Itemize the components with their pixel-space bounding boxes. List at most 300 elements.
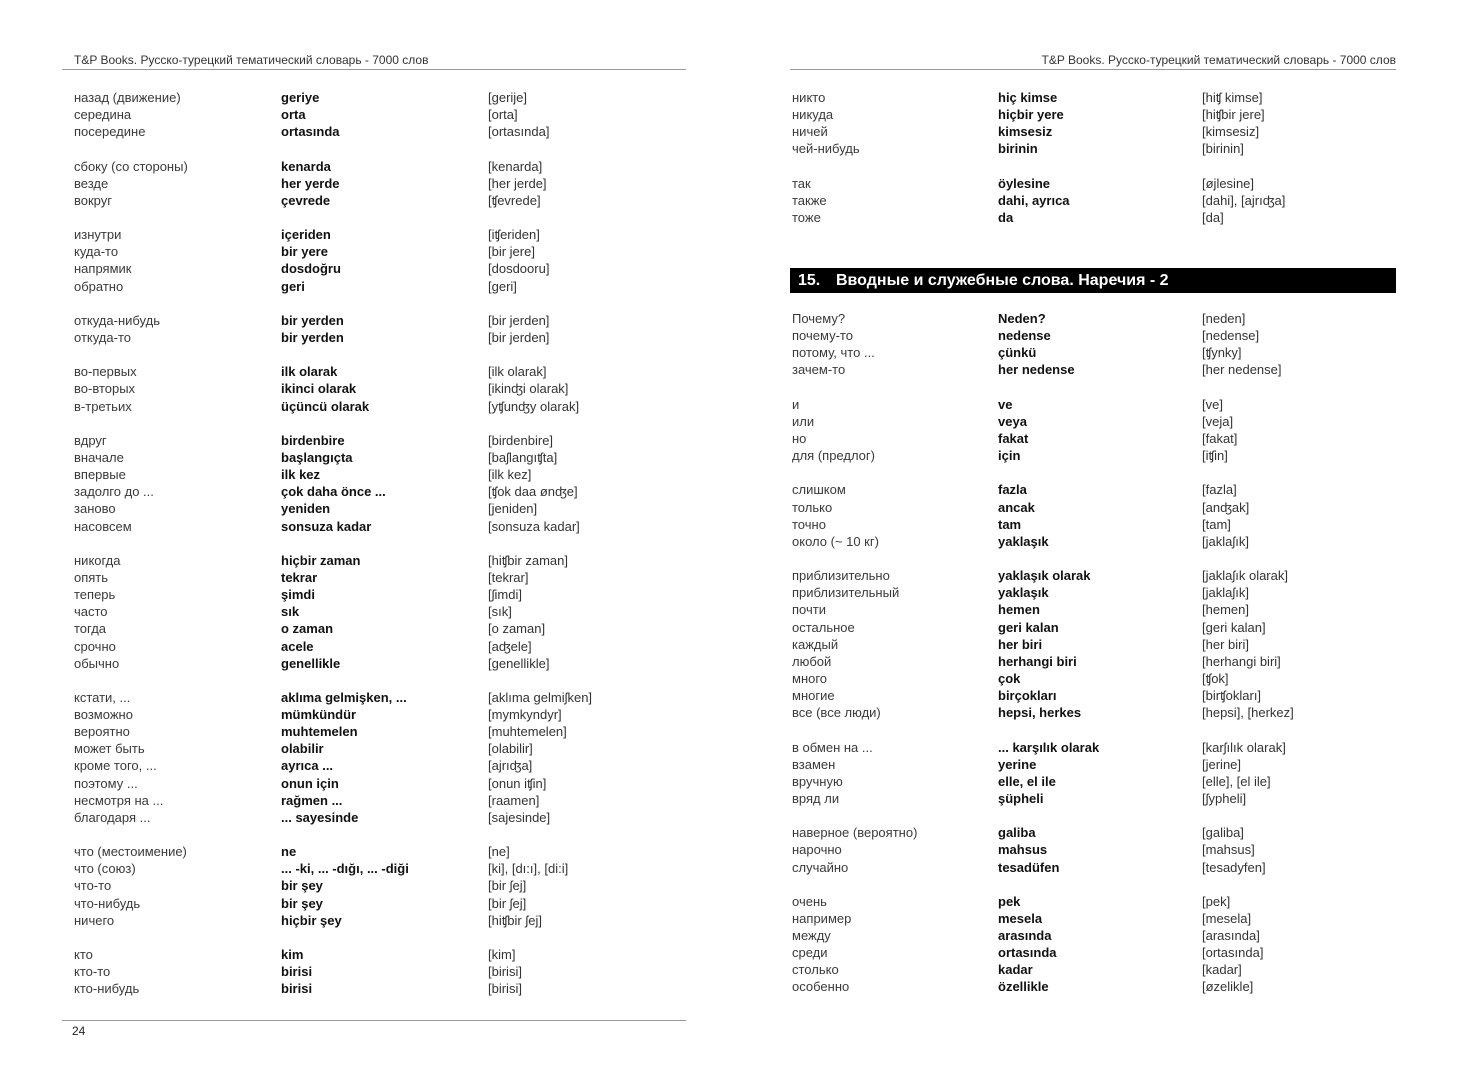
- transcription: [hiʧbir zaman]: [488, 552, 568, 568]
- transcription: [sonsuza kadar]: [488, 518, 580, 534]
- russian-word: и: [792, 396, 800, 412]
- turkish-word: sık: [281, 604, 300, 620]
- turkish-word: da: [998, 209, 1014, 225]
- russian-word: часто: [74, 604, 108, 620]
- transcription: [ne]: [488, 844, 510, 860]
- transcription: [mesela]: [1202, 910, 1252, 926]
- russian-word: почему-то: [792, 328, 853, 344]
- transcription: [hiʧ kimse]: [1202, 90, 1263, 105]
- transcription: [ʧynky]: [1202, 345, 1242, 361]
- transcription: [ikinʤi olarak]: [488, 381, 569, 397]
- entry-row: [792, 533, 1392, 550]
- transcription: [bir jere]: [488, 244, 535, 260]
- russian-word: остальное: [792, 619, 855, 635]
- transcription: [birinin]: [1202, 141, 1244, 157]
- transcription: [ortasında]: [488, 124, 550, 140]
- transcription: [kadar]: [1202, 962, 1242, 978]
- russian-word: никто: [792, 90, 826, 105]
- turkish-word: ... sayesinde: [281, 809, 359, 825]
- entry-group: [792, 481, 1392, 550]
- turkish-word: onun için: [281, 775, 339, 791]
- turkish-word: hiçbir yere: [998, 107, 1064, 123]
- russian-word: кто-то: [74, 964, 111, 980]
- entry-row: [792, 106, 1392, 123]
- russian-word: что-то: [74, 878, 112, 894]
- turkish-word: ilk olarak: [281, 364, 338, 380]
- turkish-word: bir yerden: [281, 329, 344, 345]
- turkish-word: hemen: [998, 602, 1040, 618]
- transcription: [sajesinde]: [488, 809, 551, 825]
- transcription: [øzelikle]: [1202, 979, 1254, 995]
- transcription: [fazla]: [1202, 482, 1237, 498]
- entry-row: [792, 396, 1392, 413]
- entry-row: [74, 243, 674, 260]
- turkish-word: bir yere: [281, 244, 328, 260]
- entry-row: [74, 175, 674, 192]
- russian-word: приблизительный: [792, 585, 900, 601]
- turkish-word: tesadüfen: [998, 859, 1060, 875]
- section-title: Вводные и служебные слова. Наречия - 2: [836, 272, 1169, 289]
- transcription: [ʃypheli]: [1202, 790, 1247, 806]
- russian-word: поэтому ...: [74, 775, 138, 791]
- russian-word: точно: [792, 516, 826, 532]
- transcription: [jaklaʃık olarak]: [1202, 568, 1288, 584]
- russian-word: ничего: [74, 912, 115, 928]
- turkish-word: elle, el ile: [998, 773, 1056, 789]
- entry-row: [74, 432, 674, 449]
- russian-word: что (союз): [74, 861, 136, 877]
- russian-word: впервые: [74, 467, 126, 483]
- turkish-word: veya: [998, 413, 1027, 429]
- turkish-word: yaklaşık: [998, 533, 1049, 549]
- entry-row: [74, 278, 674, 295]
- section-heading: [790, 268, 1396, 293]
- turkish-word: kadar: [998, 962, 1033, 978]
- transcription: [ve]: [1202, 396, 1223, 412]
- russian-word: нарочно: [792, 842, 842, 858]
- turkish-word: ayrıca ...: [281, 758, 334, 774]
- transcription: [jeniden]: [488, 501, 538, 517]
- entry-row: [792, 927, 1392, 944]
- entry-row: [74, 586, 674, 603]
- transcription: [hiʧbir jere]: [1202, 107, 1265, 123]
- transcription: [jerine]: [1202, 756, 1242, 772]
- vocabulary-list: [792, 89, 1392, 243]
- russian-word: что-нибудь: [74, 895, 141, 911]
- entry-row: [74, 877, 674, 894]
- entry-row: [74, 552, 674, 569]
- running-head: T&P Books. Русско-турецкий тематический словарь - 7000 слов: [1041, 53, 1396, 67]
- entry-row: [792, 790, 1392, 807]
- transcription: [ʧok]: [1202, 670, 1229, 686]
- russian-word: наверное (вероятно): [792, 825, 918, 841]
- russian-word: приблизительно: [792, 568, 890, 584]
- turkish-word: yerine: [998, 756, 1037, 772]
- entry-row: [74, 89, 674, 106]
- entry-row: [792, 413, 1392, 430]
- turkish-word: geri kalan: [998, 619, 1059, 635]
- turkish-word: dahi, ayrıca: [998, 192, 1070, 208]
- entry-row: [792, 910, 1392, 927]
- russian-word: кто: [74, 947, 93, 963]
- transcription: [ʧevrede]: [488, 192, 541, 208]
- entry-group: [792, 89, 1392, 158]
- entry-row: [74, 792, 674, 809]
- turkish-word: Neden?: [998, 311, 1046, 326]
- transcription: [galiba]: [1202, 825, 1244, 841]
- turkish-word: yeniden: [281, 501, 331, 517]
- russian-word: или: [792, 413, 815, 429]
- entry-group: [792, 893, 1392, 996]
- vocabulary-list: [792, 310, 1392, 1013]
- entry-row: [74, 466, 674, 483]
- russian-word: чей-нибудь: [792, 141, 860, 157]
- russian-word: в обмен на ...: [792, 739, 873, 755]
- turkish-word: ve: [998, 396, 1013, 412]
- turkish-word: hiç kimse: [998, 90, 1058, 105]
- transcription: [baʃlangıʧta]: [488, 449, 558, 465]
- turkish-word: ... karşılık olarak: [998, 739, 1100, 755]
- entry-row: [792, 123, 1392, 140]
- entry-row: [74, 449, 674, 466]
- transcription: [ki], [dı:ı], [di:i]: [488, 861, 569, 877]
- transcription: [sık]: [488, 604, 512, 620]
- turkish-word: birdenbire: [281, 432, 345, 448]
- entry-row: [74, 757, 674, 774]
- transcription: [kenarda]: [488, 158, 543, 174]
- transcription: [mymkyndyr]: [488, 707, 562, 723]
- russian-word: любой: [792, 653, 832, 669]
- entry-group: [792, 310, 1392, 379]
- transcription: [øjlesine]: [1202, 175, 1255, 191]
- russian-word: обратно: [74, 278, 124, 294]
- russian-word: слишком: [792, 482, 846, 498]
- entry-row: [74, 843, 674, 860]
- transcription: [kim]: [488, 947, 516, 963]
- entry-row: [74, 398, 674, 415]
- entry-row: [792, 893, 1392, 910]
- entry-row: [792, 841, 1392, 858]
- entry-row: [792, 584, 1392, 601]
- russian-word: сбоку (со стороны): [74, 158, 188, 174]
- transcription: [yʧunʤy olarak]: [488, 398, 580, 414]
- transcription: [veja]: [1202, 413, 1234, 429]
- russian-word: около (~ 10 кг): [792, 533, 879, 549]
- entry-row: [792, 516, 1392, 533]
- russian-word: для (предлог): [792, 448, 875, 464]
- turkish-word: arasında: [998, 928, 1052, 944]
- entry-row: [792, 89, 1392, 106]
- turkish-word: mümkündür: [281, 707, 357, 723]
- russian-word: вручную: [792, 773, 843, 789]
- entry-row: [792, 739, 1392, 756]
- entry-row: [74, 723, 674, 740]
- turkish-word: yaklaşık: [998, 585, 1049, 601]
- turkish-word: şimdi: [281, 587, 315, 603]
- transcription: [karʃılık olarak]: [1202, 739, 1286, 755]
- russian-word: но: [792, 430, 807, 446]
- russian-word: только: [792, 499, 833, 515]
- entry-row: [792, 481, 1392, 498]
- turkish-word: bir yerden: [281, 312, 344, 328]
- entry-row: [74, 946, 674, 963]
- transcription: [hiʧbir ʃej]: [488, 912, 542, 928]
- entry-row: [74, 655, 674, 672]
- turkish-word: ortasında: [281, 124, 340, 140]
- entry-row: [792, 344, 1392, 361]
- turkish-word: kimsesiz: [998, 124, 1053, 140]
- russian-word: теперь: [74, 587, 116, 603]
- transcription: [her nedense]: [1202, 362, 1282, 378]
- turkish-word: ne: [281, 844, 297, 860]
- entry-group: [792, 396, 1392, 465]
- entry-group: [74, 552, 674, 672]
- transcription: [nedense]: [1202, 328, 1260, 344]
- turkish-word: genellikle: [281, 655, 341, 671]
- turkish-word: birçokları: [998, 688, 1057, 704]
- entry-row: [792, 499, 1392, 516]
- turkish-word: her nedense: [998, 362, 1075, 378]
- transcription: [o zaman]: [488, 621, 546, 637]
- russian-word: много: [792, 670, 828, 686]
- russian-word: напрямик: [74, 261, 132, 277]
- turkish-word: her biri: [998, 636, 1043, 652]
- section-number: 15.: [798, 272, 821, 289]
- turkish-word: için: [998, 448, 1021, 464]
- turkish-word: fazla: [998, 482, 1027, 498]
- transcription: [tesadyfen]: [1202, 859, 1266, 875]
- page-number: 24: [72, 1024, 86, 1038]
- entry-row: [792, 192, 1392, 209]
- turkish-word: birinin: [998, 141, 1038, 157]
- entry-group: [74, 89, 674, 140]
- transcription: [genellikle]: [488, 655, 550, 671]
- entry-group: [792, 567, 1392, 721]
- turkish-word: çünkü: [998, 345, 1037, 361]
- transcription: [onun iʧin]: [488, 775, 547, 791]
- russian-word: задолго до ...: [74, 484, 154, 500]
- turkish-word: hepsi, herkes: [998, 705, 1082, 721]
- entry-row: [74, 106, 674, 123]
- turkish-word: fakat: [998, 430, 1029, 446]
- russian-word: особенно: [792, 979, 850, 995]
- russian-word: никуда: [792, 107, 834, 123]
- russian-word: почти: [792, 602, 826, 618]
- transcription: [hemen]: [1202, 602, 1249, 618]
- header-rule: [62, 69, 686, 70]
- turkish-word: geriye: [281, 90, 320, 105]
- transcription: [olabilir]: [488, 741, 533, 757]
- russian-word: вряд ли: [792, 790, 840, 806]
- turkish-word: ilk kez: [281, 467, 321, 483]
- entry-row: [74, 226, 674, 243]
- transcription: [raamen]: [488, 792, 540, 808]
- turkish-word: dosdoğru: [281, 261, 341, 277]
- turkish-word: tekrar: [281, 569, 318, 585]
- entry-row: [792, 361, 1392, 378]
- transcription: [tekrar]: [488, 569, 529, 585]
- entry-row: [792, 978, 1392, 995]
- russian-word: также: [792, 192, 827, 208]
- russian-word: среди: [792, 945, 828, 961]
- turkish-word: kim: [281, 947, 304, 963]
- transcription: [bir ʃej]: [488, 895, 527, 911]
- russian-word: например: [792, 910, 852, 926]
- entry-row: [74, 775, 674, 792]
- transcription: [muhtemelen]: [488, 724, 567, 740]
- transcription: [geri kalan]: [1202, 619, 1266, 635]
- transcription: [da]: [1202, 209, 1224, 225]
- russian-word: благодаря ...: [74, 809, 151, 825]
- entry-row: [74, 380, 674, 397]
- entry-row: [792, 430, 1392, 447]
- turkish-word: muhtemelen: [281, 724, 358, 740]
- transcription: [ʃimdi]: [488, 587, 522, 603]
- transcription: [kimsesiz]: [1202, 124, 1260, 140]
- entry-row: [792, 175, 1392, 192]
- entry-group: [74, 946, 674, 997]
- turkish-word: birisi: [281, 964, 313, 980]
- turkish-word: acele: [281, 638, 314, 654]
- entry-row: [74, 912, 674, 929]
- turkish-word: aklıma gelmişken, ...: [281, 689, 407, 705]
- turkish-word: bir şey: [281, 895, 323, 911]
- entry-row: [74, 895, 674, 912]
- transcription: [geri]: [488, 278, 517, 294]
- transcription: [aʤele]: [488, 638, 532, 654]
- entry-row: [74, 483, 674, 500]
- entry-row: [74, 260, 674, 277]
- russian-word: кстати, ...: [74, 689, 131, 705]
- transcription: [neden]: [1202, 311, 1246, 326]
- entry-row: [792, 859, 1392, 876]
- transcription: [bir jerden]: [488, 329, 550, 345]
- transcription: [iʧin]: [1202, 448, 1228, 464]
- russian-word: взамен: [792, 756, 836, 772]
- transcription: [birisi]: [488, 981, 522, 997]
- entry-row: [792, 619, 1392, 636]
- entry-row: [792, 944, 1392, 961]
- turkish-word: çevrede: [281, 192, 331, 208]
- entry-row: [74, 192, 674, 209]
- entry-group: [792, 824, 1392, 875]
- entry-row: [74, 740, 674, 757]
- transcription: [orta]: [488, 107, 518, 123]
- entry-row: [74, 312, 674, 329]
- russian-word: возможно: [74, 707, 133, 723]
- turkish-word: içeriden: [281, 227, 331, 243]
- turkish-word: birisi: [281, 981, 313, 997]
- russian-word: вначале: [74, 449, 124, 465]
- turkish-word: öylesine: [998, 175, 1051, 191]
- vocabulary-list: [74, 89, 674, 1015]
- transcription: [herhangi biri]: [1202, 653, 1281, 669]
- turkish-word: mahsus: [998, 842, 1048, 858]
- entry-group: [792, 739, 1392, 808]
- entry-row: [74, 860, 674, 877]
- transcription: [hepsi], [herkez]: [1202, 705, 1294, 721]
- entry-row: [792, 961, 1392, 978]
- turkish-word: hiçbir zaman: [281, 552, 361, 568]
- russian-word: все (все люди): [792, 705, 881, 721]
- transcription: [ʧok daa ønʤe]: [488, 484, 578, 500]
- entry-group: [792, 175, 1392, 226]
- entry-row: [74, 963, 674, 980]
- entry-group: [74, 432, 674, 535]
- russian-word: обычно: [74, 655, 120, 671]
- entry-row: [74, 603, 674, 620]
- turkish-word: ikinci olarak: [281, 381, 357, 397]
- russian-word: несмотря на ...: [74, 792, 164, 808]
- entry-group: [74, 158, 674, 209]
- russian-word: никогда: [74, 552, 121, 568]
- transcription: [her biri]: [1202, 636, 1249, 652]
- russian-word: зачем-то: [792, 362, 846, 378]
- turkish-word: ortasında: [998, 945, 1057, 961]
- russian-word: может быть: [74, 741, 145, 757]
- entry-row: [74, 620, 674, 637]
- turkish-word: her yerde: [281, 175, 340, 191]
- transcription: [ilk kez]: [488, 467, 532, 483]
- russian-word: очень: [792, 893, 827, 909]
- turkish-word: sonsuza kadar: [281, 518, 372, 534]
- entry-row: [792, 653, 1392, 670]
- russian-word: заново: [74, 501, 116, 517]
- entry-row: [792, 447, 1392, 464]
- turkish-word: yaklaşık olarak: [998, 568, 1091, 584]
- turkish-word: üçüncü olarak: [281, 398, 370, 414]
- russian-word: между: [792, 928, 831, 944]
- entry-row: [792, 567, 1392, 584]
- russian-word: случайно: [792, 859, 849, 875]
- entry-row: [74, 689, 674, 706]
- russian-word: середина: [74, 107, 132, 123]
- russian-word: опять: [74, 569, 109, 585]
- russian-word: везде: [74, 175, 109, 191]
- entry-row: [792, 209, 1392, 226]
- turkish-word: bir şey: [281, 878, 323, 894]
- russian-word: тогда: [74, 621, 107, 637]
- transcription: [jaklaʃık]: [1202, 533, 1249, 549]
- entry-row: [792, 327, 1392, 344]
- turkish-word: ... -ki, ... -dığı, ... -diği: [281, 861, 409, 877]
- transcription: [gerije]: [488, 90, 528, 105]
- entry-row: [74, 158, 674, 175]
- transcription: [bir ʃej]: [488, 878, 527, 894]
- transcription: [birdenbire]: [488, 432, 554, 448]
- transcription: [birisi]: [488, 964, 522, 980]
- entry-row: [74, 518, 674, 535]
- entry-row: [792, 636, 1392, 653]
- turkish-word: özellikle: [998, 979, 1049, 995]
- russian-word: столько: [792, 962, 839, 978]
- russian-word: кто-нибудь: [74, 981, 140, 997]
- turkish-word: başlangıçta: [281, 449, 353, 465]
- entry-row: [792, 824, 1392, 841]
- transcription: [bir jerden]: [488, 312, 550, 328]
- transcription: [dahi], [ajrıʤa]: [1202, 192, 1286, 208]
- russian-word: кроме того, ...: [74, 758, 157, 774]
- turkish-word: tam: [998, 516, 1022, 532]
- russian-word: во-первых: [74, 364, 137, 380]
- russian-word: посередине: [74, 124, 146, 140]
- russian-word: так: [792, 175, 811, 191]
- transcription: [ortasında]: [1202, 945, 1264, 961]
- russian-word: тоже: [792, 209, 821, 225]
- entry-row: [74, 500, 674, 517]
- russian-word: многие: [792, 688, 835, 704]
- transcription: [elle], [el ile]: [1202, 773, 1271, 789]
